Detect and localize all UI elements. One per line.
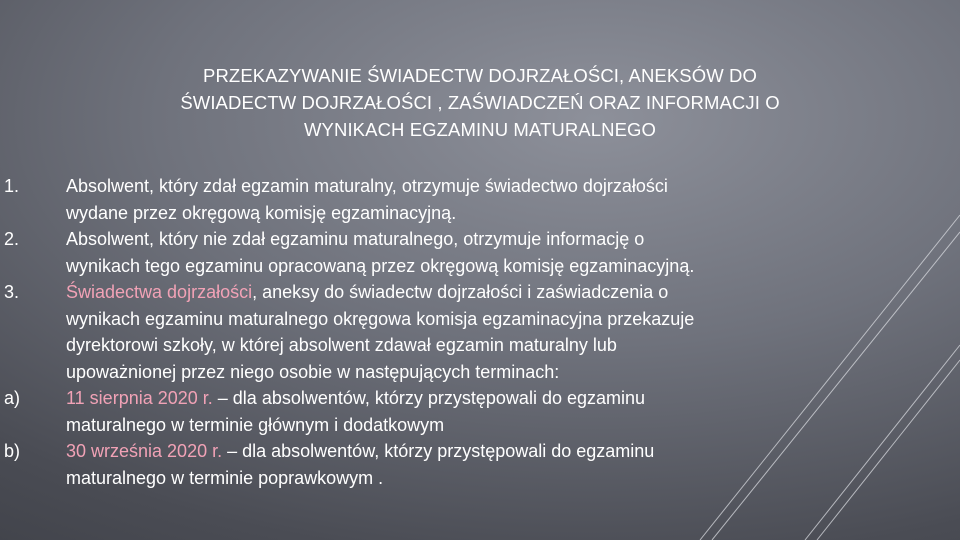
list-item-3 <box>0 279 930 385</box>
list-item-text <box>66 279 930 385</box>
highlighted-date: 11 sierpnia 2020 r. <box>66 388 213 408</box>
list-marker: b) <box>4 441 21 461</box>
list-marker: 2. <box>4 229 20 249</box>
text-line <box>66 279 930 306</box>
text-line: wydane przez okręgową komisję egzaminacyjną. <box>66 202 457 223</box>
list-item-1 <box>0 173 930 226</box>
text-line: dyrektorowi szkoły, w której absolwent zdawał egzamin maturalny lub <box>66 335 617 355</box>
text-line: maturalnego w terminie głównym i dodatkowym <box>66 414 445 435</box>
highlighted-phrase: Świadectwa dojrzałości <box>66 282 253 302</box>
list-marker: 1. <box>4 176 20 196</box>
list-item-a <box>0 385 930 438</box>
text-fragment: , aneksy do świadectw dojrzałości i zaświadczenia o <box>252 282 669 302</box>
title-line: ŚWIADECTW DOJRZAŁOŚCI , ZAŚWIADCZEŃ ORAZ INFORMACJI O <box>180 92 780 113</box>
text-fragment: – dla absolwentów, którzy przystępowali do egzaminu <box>212 388 646 408</box>
text-line <box>66 385 930 412</box>
content-list <box>0 173 930 491</box>
text-fragment: – dla absolwentów, którzy przystępowali do egzaminu <box>222 441 655 461</box>
text-line: wynikach tego egzaminu opracowaną przez okręgową komisję egzaminacyjną. <box>66 255 695 276</box>
list-item-text <box>66 385 930 438</box>
title-line: PRZEKAZYWANIE ŚWIADECTW DOJRZAŁOŚCI, ANEKSÓW DO <box>203 65 757 86</box>
text-line: wynikach egzaminu maturalnego okręgowa komisja egzaminacyjna przekazuje <box>66 308 695 329</box>
list-marker: 3. <box>4 282 20 302</box>
list-item-text <box>66 173 930 226</box>
highlighted-date: 30 września 2020 r. <box>66 441 223 461</box>
list-item-b <box>0 438 930 491</box>
list-item-2 <box>0 226 930 279</box>
title-line: WYNIKACH EGZAMINU MATURALNEGO <box>303 119 657 140</box>
text-line: Absolwent, który zdał egzamin maturalny, otrzymuje świadectwo dojrzałości <box>66 176 668 196</box>
text-line: maturalnego w terminie poprawkowym . <box>66 467 384 488</box>
text-line: Absolwent, który nie zdał egzaminu maturalnego, otrzymuje informację o <box>66 229 645 249</box>
list-marker: a) <box>4 388 21 408</box>
list-item-text <box>66 438 930 491</box>
text-line: upoważnionej przez niego osobie w następujących terminach: <box>66 361 560 382</box>
text-line <box>66 438 930 465</box>
list-item-text <box>66 226 930 279</box>
slide-title <box>40 62 920 143</box>
